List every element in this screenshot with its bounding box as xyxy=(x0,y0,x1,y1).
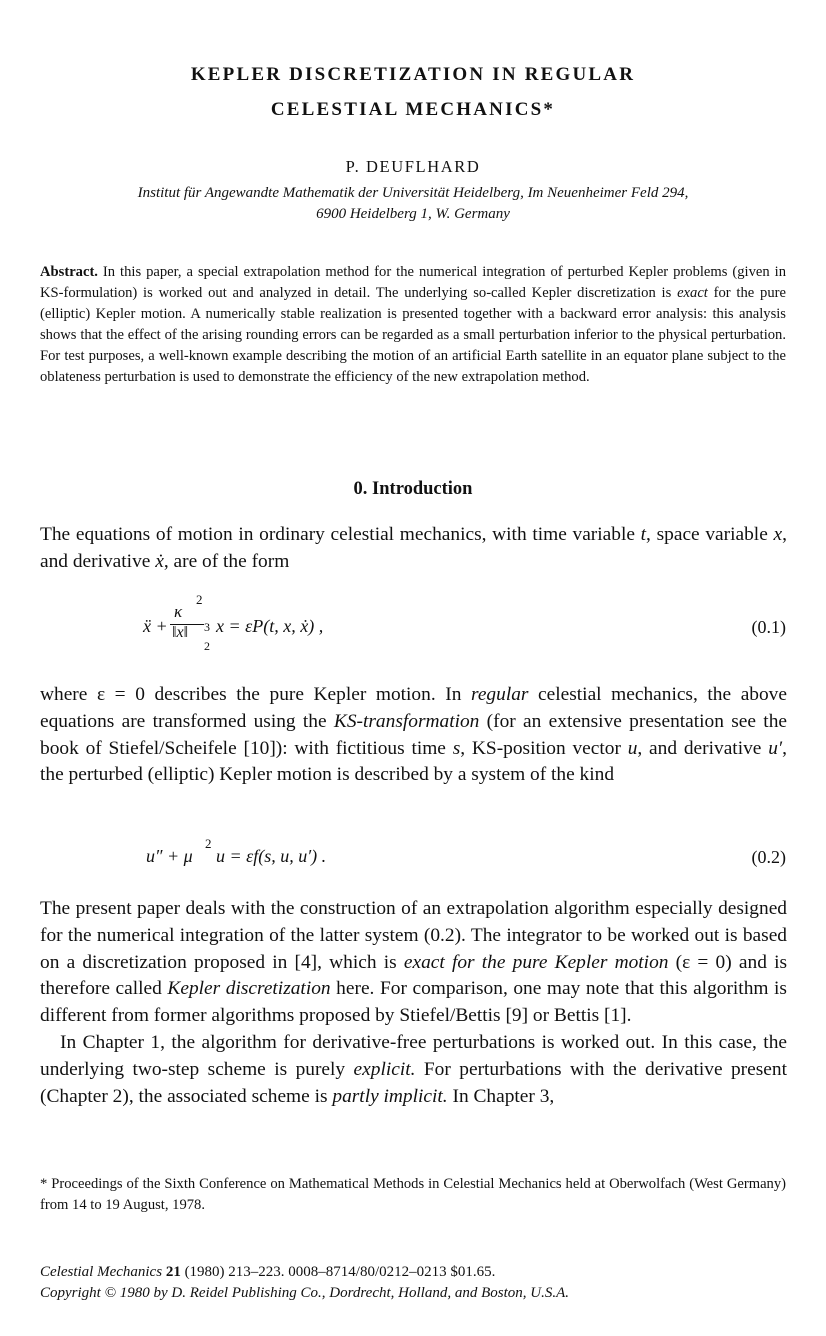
abstract-text-b: for the pure (elliptic) Kepler motion. A numerically stable realization is presented together with a backward error analysis: this analysis shows that the effect of the arising rounding errors can be regarded as a small perturbation inferior to the physical perturbation. For test purposes, a well-known example describing the motion of an artificial Earth satellite in an equator plane subject to the oblateness perturbation is used to demonstrate the efficiency of the new extrapolation method. xyxy=(40,284,786,385)
p1-text-b: , space variable xyxy=(646,524,774,545)
footnote: * Proceedings of the Sixth Conference on Mathematical Methods in Celestial Mechanics held at Oberwolfach (West Germany) from 14 to 19 August, 1978. xyxy=(40,1176,786,1213)
intro-paragraph-1 xyxy=(40,522,787,576)
p2-text-c: (for an extensive presentation see the book of Stiefel/Scheifele [10]): with fictitious time xyxy=(40,710,787,759)
p3-text-d: In Chapter 1, the algorithm for derivative-free perturbations is worked out. In this case, the underlying two-step scheme is purely xyxy=(40,1031,787,1080)
eq2-rhs: u = εf(s, u, u′) . xyxy=(216,846,327,866)
eq2-number: (0.2) xyxy=(751,847,786,867)
p3-explicit: explicit. xyxy=(353,1058,416,1080)
p2-ks: KS-transformation xyxy=(333,710,480,732)
affiliation-line-1: Institut für Angewandte Mathematik der Universität Heidelberg, Im Neuenheimer Feld 294, xyxy=(137,185,689,201)
eq1-kappa-exponent: 2 xyxy=(196,592,203,607)
eq1-denominator-subscript: 2 xyxy=(204,639,210,653)
abstract-text-a: In this paper, a special extrapolation method for the numerical integration of perturbed Kepler problems (given in KS-formulation) is worked out and analyzed in detail. The underlying so-called Kepler discretization is xyxy=(40,264,786,301)
p2-text-f: , the perturbed (elliptic) Kepler motion is described by a system of the kind xyxy=(40,737,787,786)
eq1-lhs: ẍ + xyxy=(143,616,168,636)
intro-paragraph-2 xyxy=(40,682,787,789)
p1-text-c: , and derivative xyxy=(40,524,787,572)
eq1-kappa: κ xyxy=(174,602,183,621)
eq1-rhs: x = εP(t, x, ẋ) , xyxy=(216,616,324,636)
p1-text-a: The equations of motion in ordinary celestial mechanics, with time variable xyxy=(40,524,641,545)
eq2-lhs: u″ + μ xyxy=(146,846,193,866)
p2-var-uprime: u′ xyxy=(768,737,783,759)
p3-exact: exact for the pure Kepler motion xyxy=(403,951,669,973)
eq1-denominator: ‖x‖ xyxy=(172,624,189,641)
abstract xyxy=(40,262,786,387)
author-name: P. DEUFLHARD xyxy=(345,157,481,176)
eq2-exponent: 2 xyxy=(205,836,212,851)
p1-var-x: x xyxy=(773,524,783,545)
p3-text-c: here. For comparison, one may note that this algorithm is different from former algorithms proposed by Stiefel/Bettis [9] or Bettis [1]. xyxy=(40,978,787,1027)
p1-var-xdot: ẋ xyxy=(155,550,164,572)
paper-title-line-1: KEPLER DISCRETIZATION IN REGULAR xyxy=(190,64,636,85)
eq1-number: (0.1) xyxy=(751,617,786,637)
affiliation-line-2: 6900 Heidelberg 1, W. Germany xyxy=(316,206,510,222)
journal-volume: 21 xyxy=(165,1264,181,1280)
p1-text-d: , are of the form xyxy=(163,550,290,572)
p3-implicit: partly implicit. xyxy=(332,1085,448,1107)
p3-text-f: In Chapter 3, xyxy=(447,1085,555,1107)
abstract-label: Abstract. xyxy=(40,264,98,280)
p2-text-d: , KS-position vector xyxy=(460,737,628,759)
journal-info xyxy=(40,1262,786,1303)
p2-var-s: s xyxy=(452,737,461,759)
p2-var-u: u xyxy=(627,737,638,759)
p3-text-b: (ε = 0) and is therefore called xyxy=(40,951,788,1000)
section-heading: 0. Introduction xyxy=(353,479,473,499)
p2-text-e: , and derivative xyxy=(637,737,769,759)
eq1-denominator-superscript: 3 xyxy=(204,620,210,634)
paper-title-line-2: CELESTIAL MECHANICS* xyxy=(270,99,556,120)
journal-rest: (1980) 213–223. 0008–8714/80/0212–0213 $01.65. xyxy=(180,1264,496,1280)
journal-name: Celestial Mechanics xyxy=(40,1264,163,1280)
p3-text-e: For perturbations with the derivative present (Chapter 2), the associated scheme is xyxy=(40,1058,787,1107)
p1-var-t: t xyxy=(640,524,647,545)
p3-text-a: The present paper deals with the construction of an extrapolation algorithm especially designed for the numerical integration of the latter system (0.2). The integrator to be worked out is based on a discretization proposed in [4], which is xyxy=(40,898,787,973)
intro-paragraph-3 xyxy=(40,896,787,1110)
abstract-text-exact: exact xyxy=(677,284,708,301)
p2-text-b: celestial mechanics, the above equations are transformed using the xyxy=(40,684,787,732)
journal-copyright: Copyright © 1980 by D. Reidel Publishing Co., Dordrecht, Holland, and Boston, U.S.A. xyxy=(40,1284,569,1301)
p2-text-a: where ε = 0 describes the pure Kepler motion. In xyxy=(40,684,471,705)
p3-kepler: Kepler discretization xyxy=(167,978,331,1000)
p2-regular: regular xyxy=(471,684,529,705)
